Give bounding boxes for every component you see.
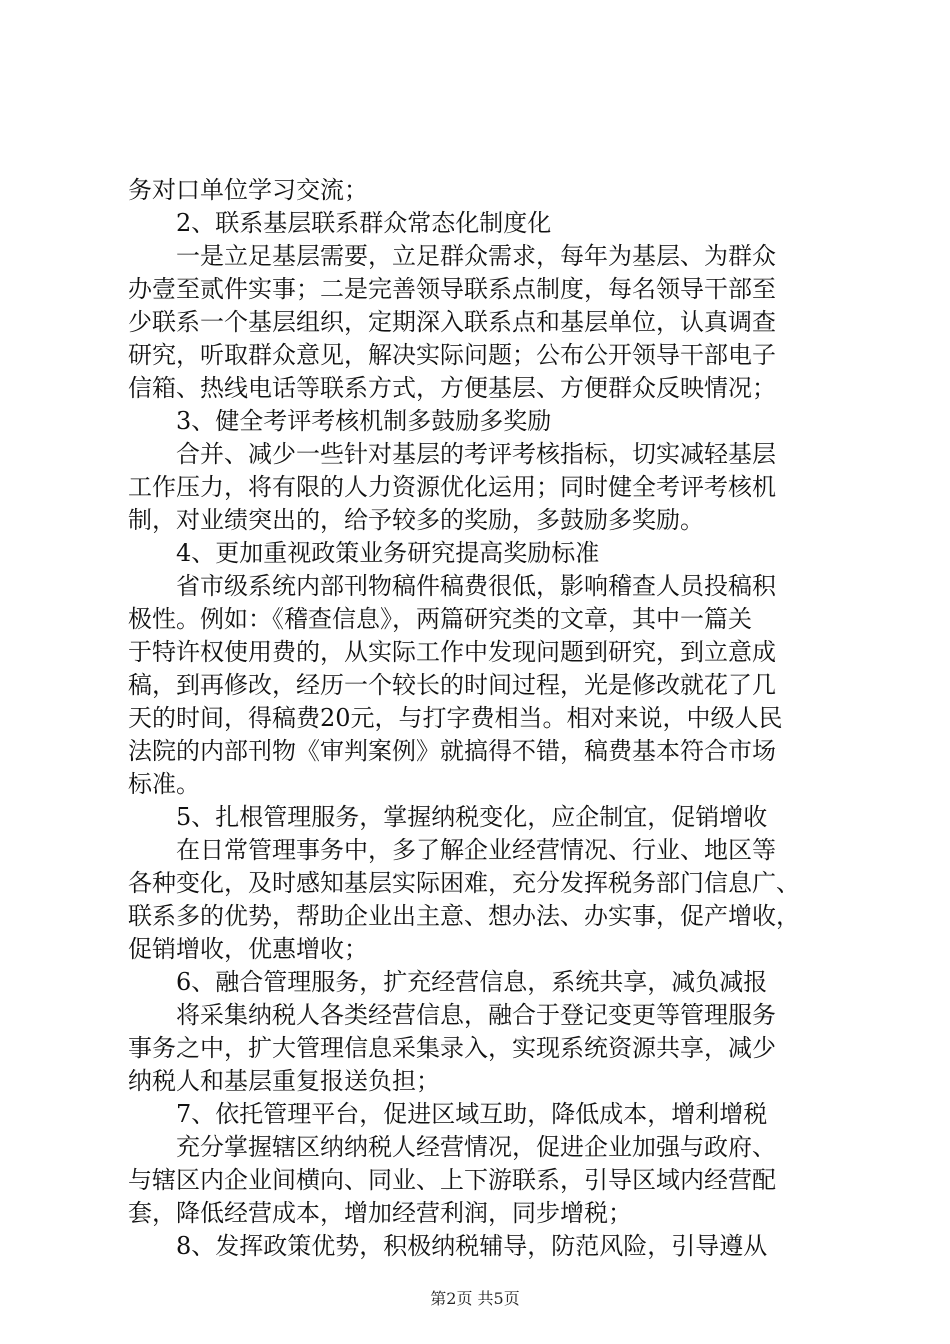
text-line: 各种变化，及时感知基层实际困难，充分发挥税务部门信息广、 [128,869,800,897]
text-line: 套，降低经营成本，增加经营利润，同步增税； [128,1199,632,1227]
page-footer: 第2页 共5页 [430,1289,520,1308]
text-line: 稿，到再修改，经历一个较长的时间过程，光是修改就花了几 [128,671,776,699]
section-heading: 5、扎根管理服务，掌握纳税变化，应企制宜，促销增收 [128,803,768,831]
text-line: 研究，听取群众意见，解决实际问题；公布公开领导干部电子 [128,341,776,369]
text-line: 将采集纳税人各类经营信息，融合于登记变更等管理服务 [128,1001,776,1029]
section-heading: 6、融合管理服务，扩充经营信息，系统共享，减负减报 [128,968,768,996]
text-line: 省市级系统内部刊物稿件稿费很低，影响稽查人员投稿积 [128,572,776,600]
text-line: 标准。 [128,770,200,798]
text-line: 联系多的优势，帮助企业出主意、想办法、办实事，促产增收， [128,902,800,930]
text-line: 一是立足基层需要，立足群众需求，每年为基层、为群众 [128,242,776,270]
text-line: 务对口单位学习交流； [128,176,368,204]
text-line: 充分掌握辖区纳纳税人经营情况，促进企业加强与政府、 [128,1133,776,1161]
section-heading: 7、依托管理平台，促进区域互助，降低成本，增利增税 [128,1100,768,1128]
text-line: 与辖区内企业间横向、同业、上下游联系，引导区域内经营配 [128,1166,776,1194]
text-line: 工作压力，将有限的人力资源优化运用；同时健全考评考核机 [128,473,776,501]
section-heading: 4、更加重视政策业务研究提高奖励标准 [128,539,600,567]
section-heading: 3、健全考评考核机制多鼓励多奖励 [128,407,552,435]
text-line: 促销增收，优惠增收； [128,935,368,963]
text-line: 少联系一个基层组织，定期深入联系点和基层单位，认真调查 [128,308,776,336]
section-heading: 8、发挥政策优势，积极纳税辅导，防范风险，引导遵从 [128,1232,768,1260]
text-line: 于特许权使用费的，从实际工作中发现问题到研究，到立意成 [128,638,776,666]
text-line: 合并、减少一些针对基层的考评考核指标，切实减轻基层 [128,440,776,468]
text-line: 信箱、热线电话等联系方式，方便基层、方便群众反映情况； [128,374,776,402]
text-line: 事务之中，扩大管理信息采集录入，实现系统资源共享，减少 [128,1034,776,1062]
text-line: 天的时间，得稿费20元，与打字费相当。相对来说，中级人民 [128,704,783,732]
text-line: 纳税人和基层重复报送负担； [128,1067,440,1095]
text-line: 在日常管理事务中，多了解企业经营情况、行业、地区等 [128,836,776,864]
text-line: 极性。例如：《稽查信息》，两篇研究类的文章，其中一篇关 [128,605,752,633]
text-line: 办壹至贰件实事；二是完善领导联系点制度，每名领导干部至 [128,275,776,303]
text-line: 法院的内部刊物《审判案例》就搞得不错，稿费基本符合市场 [128,737,776,765]
section-heading: 2、联系基层联系群众常态化制度化 [128,209,552,237]
text-line: 制，对业绩突出的，给予较多的奖励，多鼓励多奖励。 [128,506,704,534]
